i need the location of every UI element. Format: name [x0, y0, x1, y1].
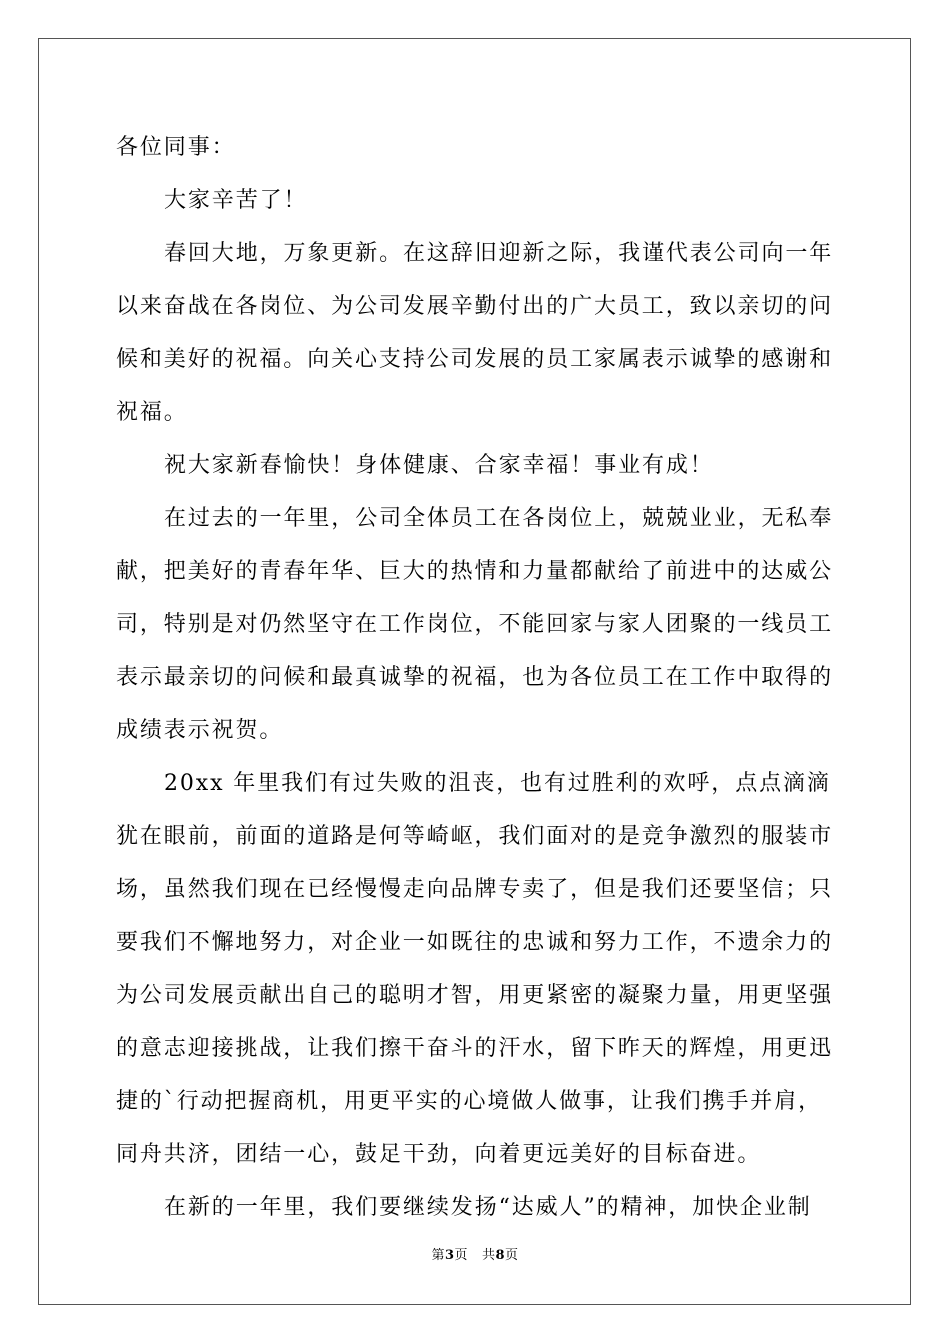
text-line: 捷的`行动把握商机，用更平实的心境做人做事，让我们携手并肩， [116, 1089, 823, 1114]
page-prefix: 第 [431, 1248, 445, 1263]
page-footer [0, 1248, 950, 1264]
text-line: 献，把美好的青春年华、巨大的热情和力量都献给了前进中的达威公 [116, 559, 834, 584]
text-line: 场，虽然我们现在已经慢慢走向品牌专卖了，但是我们还要坚信；只 [116, 877, 834, 902]
total-prefix: 共 [481, 1248, 496, 1263]
document-body [116, 128, 834, 1241]
text-line: 司，特别是对仍然坚守在工作岗位，不能回家与家人团聚的一线员工 [116, 612, 834, 637]
text-line: 大家辛苦了！ [164, 188, 308, 213]
text-line: 祝福。 [116, 400, 188, 425]
text-line: 以来奋战在各岗位、为公司发展辛勤付出的广大员工，致以亲切的问 [116, 294, 834, 319]
page-current: 3 [444, 1248, 455, 1263]
text-line: 在新的一年里，我们要继续发扬“达威人”的精神，加快企业制 [164, 1195, 812, 1220]
text-line: 同舟共济，团结一心，鼓足干劲，向着更远美好的目标奋进。 [116, 1142, 762, 1167]
page-total: 8 [495, 1248, 506, 1263]
text-line: 要我们不懈地努力，对企业一如既往的忠诚和努力工作，不遗余力的 [116, 930, 834, 955]
total-suffix: 页 [505, 1248, 519, 1263]
page-suffix: 页 [454, 1248, 469, 1263]
text-line: 成绩表示祝贺。 [116, 718, 284, 743]
text-line: 20xx 年里我们有过失败的沮丧，也有过胜利的欢呼，点点滴滴 [164, 771, 831, 796]
text-line: 候和美好的祝福。向关心支持公司发展的员工家属表示诚挚的感谢和 [116, 347, 834, 372]
text-line: 为公司发展贡献出自己的聪明才智，用更紧密的凝聚力量，用更坚强 [116, 983, 834, 1008]
text-line: 各位同事： [116, 135, 236, 160]
text-line: 的意志迎接挑战，让我们擦干奋斗的汗水，留下昨天的辉煌，用更迅 [116, 1036, 834, 1061]
text-line: 表示最亲切的问候和最真诚挚的祝福，也为各位员工在工作中取得的 [116, 665, 834, 690]
text-line: 在过去的一年里，公司全体员工在各岗位上，兢兢业业，无私奉 [164, 506, 834, 531]
text-line: 犹在眼前，前面的道路是何等崎岖，我们面对的是竞争激烈的服装市 [116, 824, 834, 849]
text-line: 春回大地，万象更新。在这辞旧迎新之际，我谨代表公司向一年 [164, 241, 834, 266]
text-line: 祝大家新春愉快！身体健康、合家幸福！事业有成！ [164, 453, 714, 478]
